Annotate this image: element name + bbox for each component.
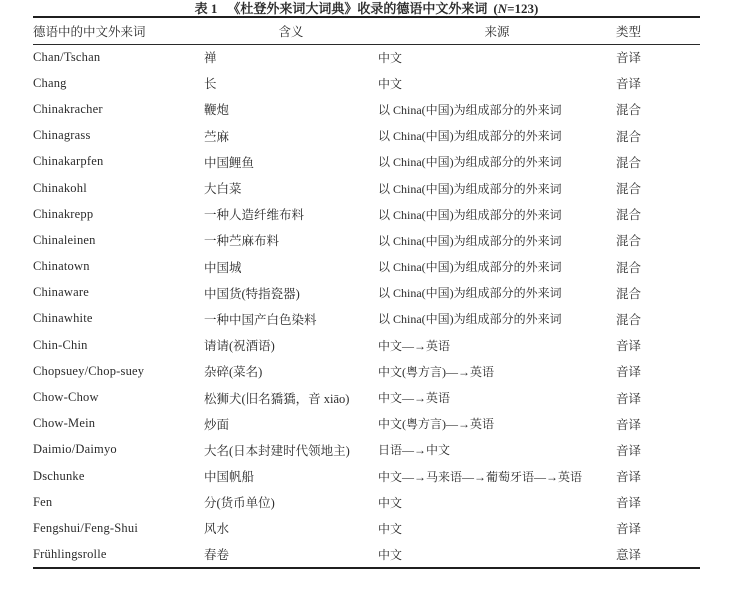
- table-row: [33, 358, 700, 384]
- cell-source: 日语—→中文: [378, 443, 451, 458]
- cell-german-word: Chinakracher: [33, 101, 103, 116]
- cell-meaning: 炒面: [204, 417, 230, 432]
- cell-german-word: Chan/Tschan: [33, 49, 101, 64]
- table-row: [33, 123, 700, 149]
- cell-german-word: Chinakrepp: [33, 206, 94, 221]
- table-row: [33, 70, 700, 96]
- cell-meaning: 中国货(特指瓷器): [204, 286, 300, 301]
- table-row: [33, 437, 700, 463]
- table-row: [33, 280, 700, 306]
- table-row: [33, 175, 700, 201]
- cell-meaning: 松狮犬(旧名獢獢，音 xiāo): [204, 391, 350, 406]
- cell-german-word: Chinakarpfen: [33, 154, 104, 169]
- table-row: [33, 332, 700, 358]
- cell-meaning: 请请(祝酒语): [204, 339, 275, 354]
- cell-german-word: Chinaware: [33, 285, 89, 300]
- cell-source: 中文—→英语: [378, 338, 451, 353]
- cell-source: 以 China(中国)为组成部分的外来词: [378, 155, 562, 170]
- cell-type: 混合: [616, 129, 642, 144]
- cell-meaning: 鞭炮: [204, 103, 230, 118]
- table-body: [33, 44, 700, 568]
- loanword-table: [33, 16, 700, 569]
- cell-type: 音译: [616, 470, 642, 485]
- cell-meaning: 一种苎麻布料: [204, 234, 280, 249]
- cell-german-word: Chin-Chin: [33, 337, 88, 352]
- col-header-meaning: 含义: [204, 17, 378, 44]
- cell-german-word: Daimio/Daimyo: [33, 442, 117, 457]
- cell-meaning: 中国城: [204, 260, 242, 275]
- cell-german-word: Chinaleinen: [33, 232, 96, 247]
- header-row: [33, 17, 700, 44]
- cell-german-word: Chow-Mein: [33, 416, 96, 431]
- table-row: [33, 306, 700, 332]
- cell-source: 中文(粤方言)—→英语: [378, 364, 494, 379]
- cell-meaning: 长: [204, 77, 217, 92]
- cell-source: 以 China(中国)为组成部分的外来词: [378, 286, 562, 301]
- table-row: [33, 227, 700, 253]
- sample-size-symbol: N: [497, 1, 508, 16]
- cell-meaning: 大白菜: [204, 182, 242, 197]
- cell-type: 音译: [616, 339, 642, 354]
- cell-type: 音译: [616, 496, 642, 511]
- table-row: [33, 542, 700, 568]
- cell-meaning: 风水: [204, 522, 230, 537]
- table-row: [33, 149, 700, 175]
- cell-source: 中文: [378, 547, 403, 562]
- cell-meaning: 苎麻: [204, 129, 230, 144]
- cell-type: 混合: [616, 182, 642, 197]
- cell-german-word: Fen: [33, 494, 53, 509]
- cell-type: 意译: [616, 548, 642, 563]
- cell-type: 混合: [616, 103, 642, 118]
- cell-source: 中文: [378, 50, 403, 65]
- table-row: [33, 96, 700, 122]
- cell-type: 混合: [616, 286, 642, 301]
- cell-source: 以 China(中国)为组成部分的外来词: [378, 102, 562, 117]
- cell-meaning: 中国鲤鱼: [204, 155, 255, 170]
- table-row: [33, 489, 700, 515]
- cell-german-word: Chinatown: [33, 259, 90, 274]
- cell-source: 以 China(中国)为组成部分的外来词: [378, 129, 562, 144]
- cell-meaning: 中国帆船: [204, 470, 255, 485]
- cell-type: 混合: [616, 312, 642, 327]
- cell-german-word: Chinagrass: [33, 128, 91, 143]
- cell-source: 中文—→马来语—→葡萄牙语—→英语: [378, 469, 583, 484]
- cell-source: 中文: [378, 521, 403, 536]
- cell-source: 以 China(中国)为组成部分的外来词: [378, 207, 562, 222]
- cell-type: 音译: [616, 522, 642, 537]
- cell-type: 音译: [616, 51, 642, 66]
- table-row: [33, 201, 700, 227]
- table-number-label: 表 1: [194, 1, 218, 16]
- table-title-text: 《杜登外来词大词典》收录的德语中文外来词: [227, 1, 488, 16]
- cell-meaning: 大名(日本封建时代领地主): [204, 443, 350, 458]
- cell-type: 音译: [616, 365, 642, 380]
- cell-source: 以 China(中国)为组成部分的外来词: [378, 312, 562, 327]
- cell-type: 音译: [616, 417, 642, 432]
- cell-german-word: Frühlingsrolle: [33, 546, 107, 561]
- table-row: [33, 463, 700, 489]
- table-row: [33, 384, 700, 410]
- cell-source: 中文: [378, 76, 403, 91]
- table-row: [33, 44, 700, 70]
- cell-meaning: 分(货币单位): [204, 496, 275, 511]
- cell-type: 音译: [616, 77, 642, 92]
- table-caption: [0, 1, 733, 16]
- cell-source: 中文—→英语: [378, 391, 451, 406]
- cell-meaning: 一种中国产白色染料: [204, 312, 317, 327]
- cell-german-word: Chinakohl: [33, 180, 87, 195]
- cell-type: 音译: [616, 391, 642, 406]
- cell-german-word: Chopsuey/Chop-suey: [33, 363, 145, 378]
- cell-source: 中文(粤方言)—→英语: [378, 417, 494, 432]
- col-header-german-word: 德语中的中文外来词: [33, 17, 204, 44]
- cell-german-word: Chang: [33, 75, 67, 90]
- cell-meaning: 一种人造纤维布料: [204, 208, 305, 223]
- cell-source: 中文: [378, 495, 403, 510]
- cell-meaning: 春卷: [204, 548, 230, 563]
- cell-source: 以 China(中国)为组成部分的外来词: [378, 233, 562, 248]
- cell-meaning: 禅: [204, 51, 217, 66]
- table-row: [33, 411, 700, 437]
- table-row: [33, 254, 700, 280]
- loanword-table-container: [33, 16, 700, 569]
- cell-german-word: Chinawhite: [33, 311, 93, 326]
- cell-german-word: Chow-Chow: [33, 390, 99, 405]
- cell-type: 混合: [616, 260, 642, 275]
- cell-type: 混合: [616, 234, 642, 249]
- cell-german-word: Fengshui/Feng-Shui: [33, 520, 138, 535]
- col-header-type: 类型: [616, 17, 700, 44]
- cell-type: 混合: [616, 208, 642, 223]
- sample-size-open-paren: (: [493, 1, 498, 16]
- cell-type: 音译: [616, 443, 642, 458]
- cell-type: 混合: [616, 155, 642, 170]
- col-header-source: 来源: [378, 17, 616, 44]
- table-row: [33, 515, 700, 541]
- sample-size-value: =123): [507, 1, 539, 16]
- cell-source: 以 China(中国)为组成部分的外来词: [378, 181, 562, 196]
- cell-german-word: Dschunke: [33, 468, 85, 483]
- cell-meaning: 杂碎(菜名): [204, 365, 263, 380]
- cell-source: 以 China(中国)为组成部分的外来词: [378, 260, 562, 275]
